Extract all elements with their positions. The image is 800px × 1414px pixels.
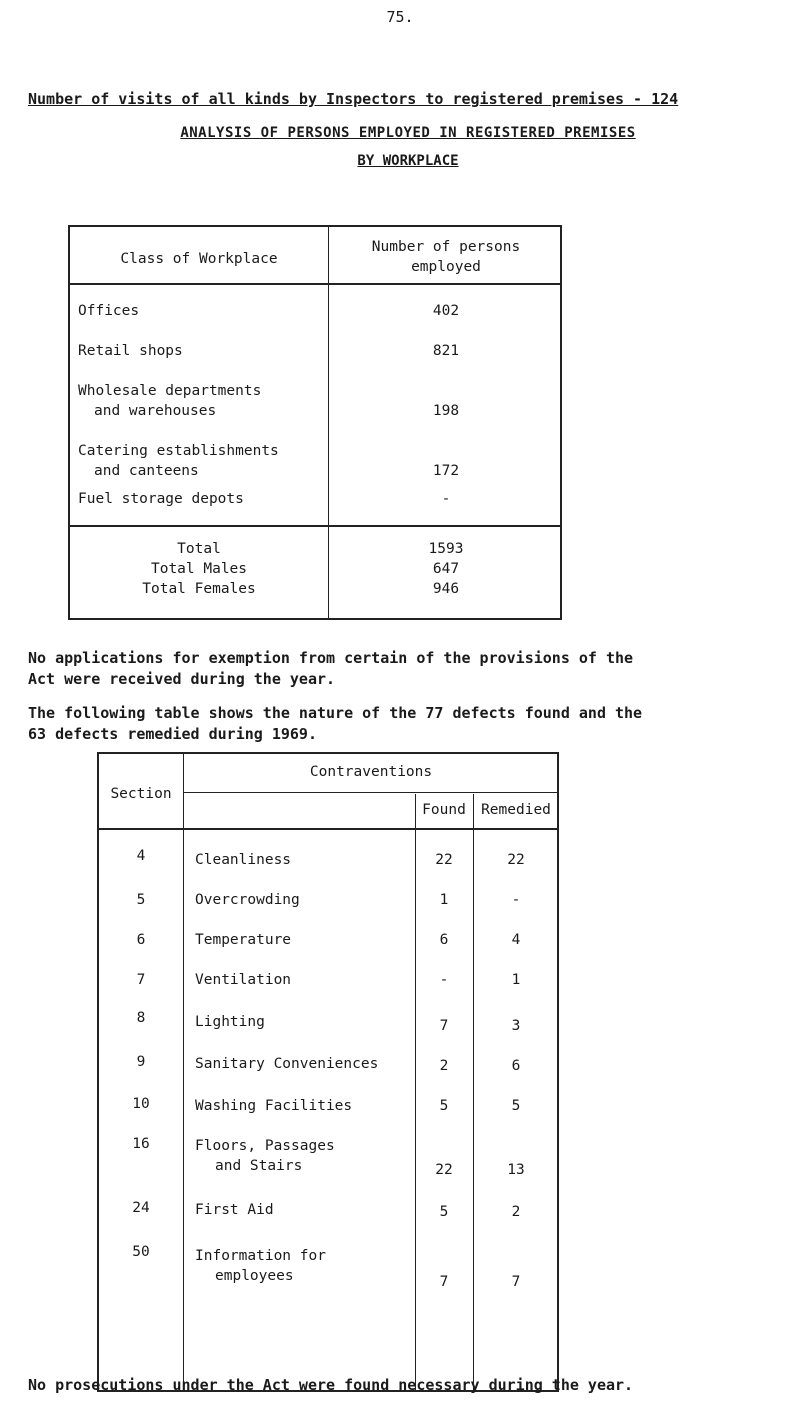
defects-line-2: 63 defects remedied during 1969. [28, 725, 317, 743]
found-value: 2 [439, 1058, 449, 1074]
contravention-name: Overcrowding [195, 892, 300, 908]
row-value: 172 [432, 463, 460, 479]
remedied-value: 7 [511, 1274, 521, 1290]
section-number: 16 [132, 1136, 150, 1152]
section-number: 24 [132, 1200, 150, 1216]
exemption-line-2: Act were received during the year. [28, 670, 336, 688]
header-class-of-workplace: Class of Workplace [120, 251, 278, 267]
column-divider [328, 227, 329, 618]
defects-line-1: The following table shows the nature of the 77 defects found and the [28, 704, 643, 722]
row-label: Offices [78, 303, 140, 319]
row-label: Wholesale departments [78, 383, 262, 399]
page-number: 75. [386, 8, 414, 26]
remedied-value: 5 [511, 1098, 521, 1114]
contravention-name: Floors, Passages [195, 1138, 335, 1154]
remedied-value: 6 [511, 1058, 521, 1074]
row-value: 821 [432, 343, 460, 359]
header-divider [99, 828, 557, 830]
header-number-employed-2: employed [411, 259, 481, 275]
contravention-name: Lighting [195, 1014, 265, 1030]
exemption-paragraph [28, 648, 788, 690]
total-females-label: Total Females [142, 581, 256, 597]
totals-divider [70, 525, 560, 527]
total-value: 1593 [428, 541, 464, 557]
contravention-name-continued: employees [215, 1268, 294, 1284]
total-males-label: Total Males [150, 561, 248, 577]
subheader-divider [183, 792, 557, 793]
contravention-name: Ventilation [195, 972, 292, 988]
row-value: 402 [432, 303, 460, 319]
found-value: 7 [439, 1018, 449, 1034]
section-number: 4 [136, 848, 146, 864]
analysis-title: ANALYSIS OF PERSONS EMPLOYED IN REGISTERED PREMISES [180, 125, 636, 141]
row-label-continued: and canteens [94, 463, 199, 479]
row-label-continued: and warehouses [94, 403, 217, 419]
section-number: 5 [136, 892, 146, 908]
contravention-name: Sanitary Conveniences [195, 1056, 379, 1072]
remedied-value: 3 [511, 1018, 521, 1034]
row-value: 198 [432, 403, 460, 419]
section-number: 8 [136, 1010, 146, 1026]
found-value: 1 [439, 892, 449, 908]
remedied-value: 22 [507, 852, 525, 868]
exemption-line-1: No applications for exemption from certain of the provisions of the [28, 649, 634, 667]
remedied-value: 2 [511, 1204, 521, 1220]
analysis-subtitle: BY WORKPLACE [357, 153, 459, 169]
remedied-value: - [511, 892, 521, 908]
row-label: Retail shops [78, 343, 183, 359]
header-divider [70, 283, 560, 285]
row-value: - [441, 491, 451, 507]
section-divider [183, 754, 184, 1390]
contravention-name: Information for [195, 1248, 326, 1264]
total-females-value: 946 [432, 581, 460, 597]
section-number: 10 [132, 1096, 150, 1112]
found-value: 6 [439, 932, 449, 948]
found-divider [415, 794, 416, 1390]
section-number: 7 [136, 972, 146, 988]
section-number: 9 [136, 1054, 146, 1070]
found-value: 5 [439, 1098, 449, 1114]
contravention-name: Cleanliness [195, 852, 292, 868]
prosecutions-note: No prosecutions under the Act were found necessary during the year. [28, 1376, 634, 1394]
row-label: Fuel storage depots [78, 491, 244, 507]
contravention-name: First Aid [195, 1202, 274, 1218]
header-contraventions: Contraventions [309, 764, 433, 780]
workplace-table [68, 225, 562, 620]
found-value: 7 [439, 1274, 449, 1290]
header-number-employed-1: Number of persons [371, 239, 521, 255]
header-found: Found [422, 802, 466, 818]
visits-heading: Number of visits of all kinds by Inspectors to registered premises - 124 [28, 90, 679, 108]
contravention-name: Washing Facilities [195, 1098, 353, 1114]
header-remedied: Remedied [481, 802, 551, 818]
total-label: Total [177, 541, 221, 557]
remedied-value: 1 [511, 972, 521, 988]
defects-paragraph [28, 703, 788, 745]
section-number: 50 [132, 1244, 150, 1260]
contravention-name-continued: and Stairs [215, 1158, 303, 1174]
section-number: 6 [136, 932, 146, 948]
remedied-divider [473, 794, 474, 1390]
remedied-value: 13 [507, 1162, 525, 1178]
found-value: 22 [435, 852, 453, 868]
header-section: Section [110, 786, 172, 802]
contraventions-table [97, 752, 559, 1392]
row-label: Catering establishments [78, 443, 279, 459]
found-value: - [439, 972, 449, 988]
found-value: 22 [435, 1162, 453, 1178]
found-value: 5 [439, 1204, 449, 1220]
remedied-value: 4 [511, 932, 521, 948]
total-males-value: 647 [432, 561, 460, 577]
contravention-name: Temperature [195, 932, 292, 948]
